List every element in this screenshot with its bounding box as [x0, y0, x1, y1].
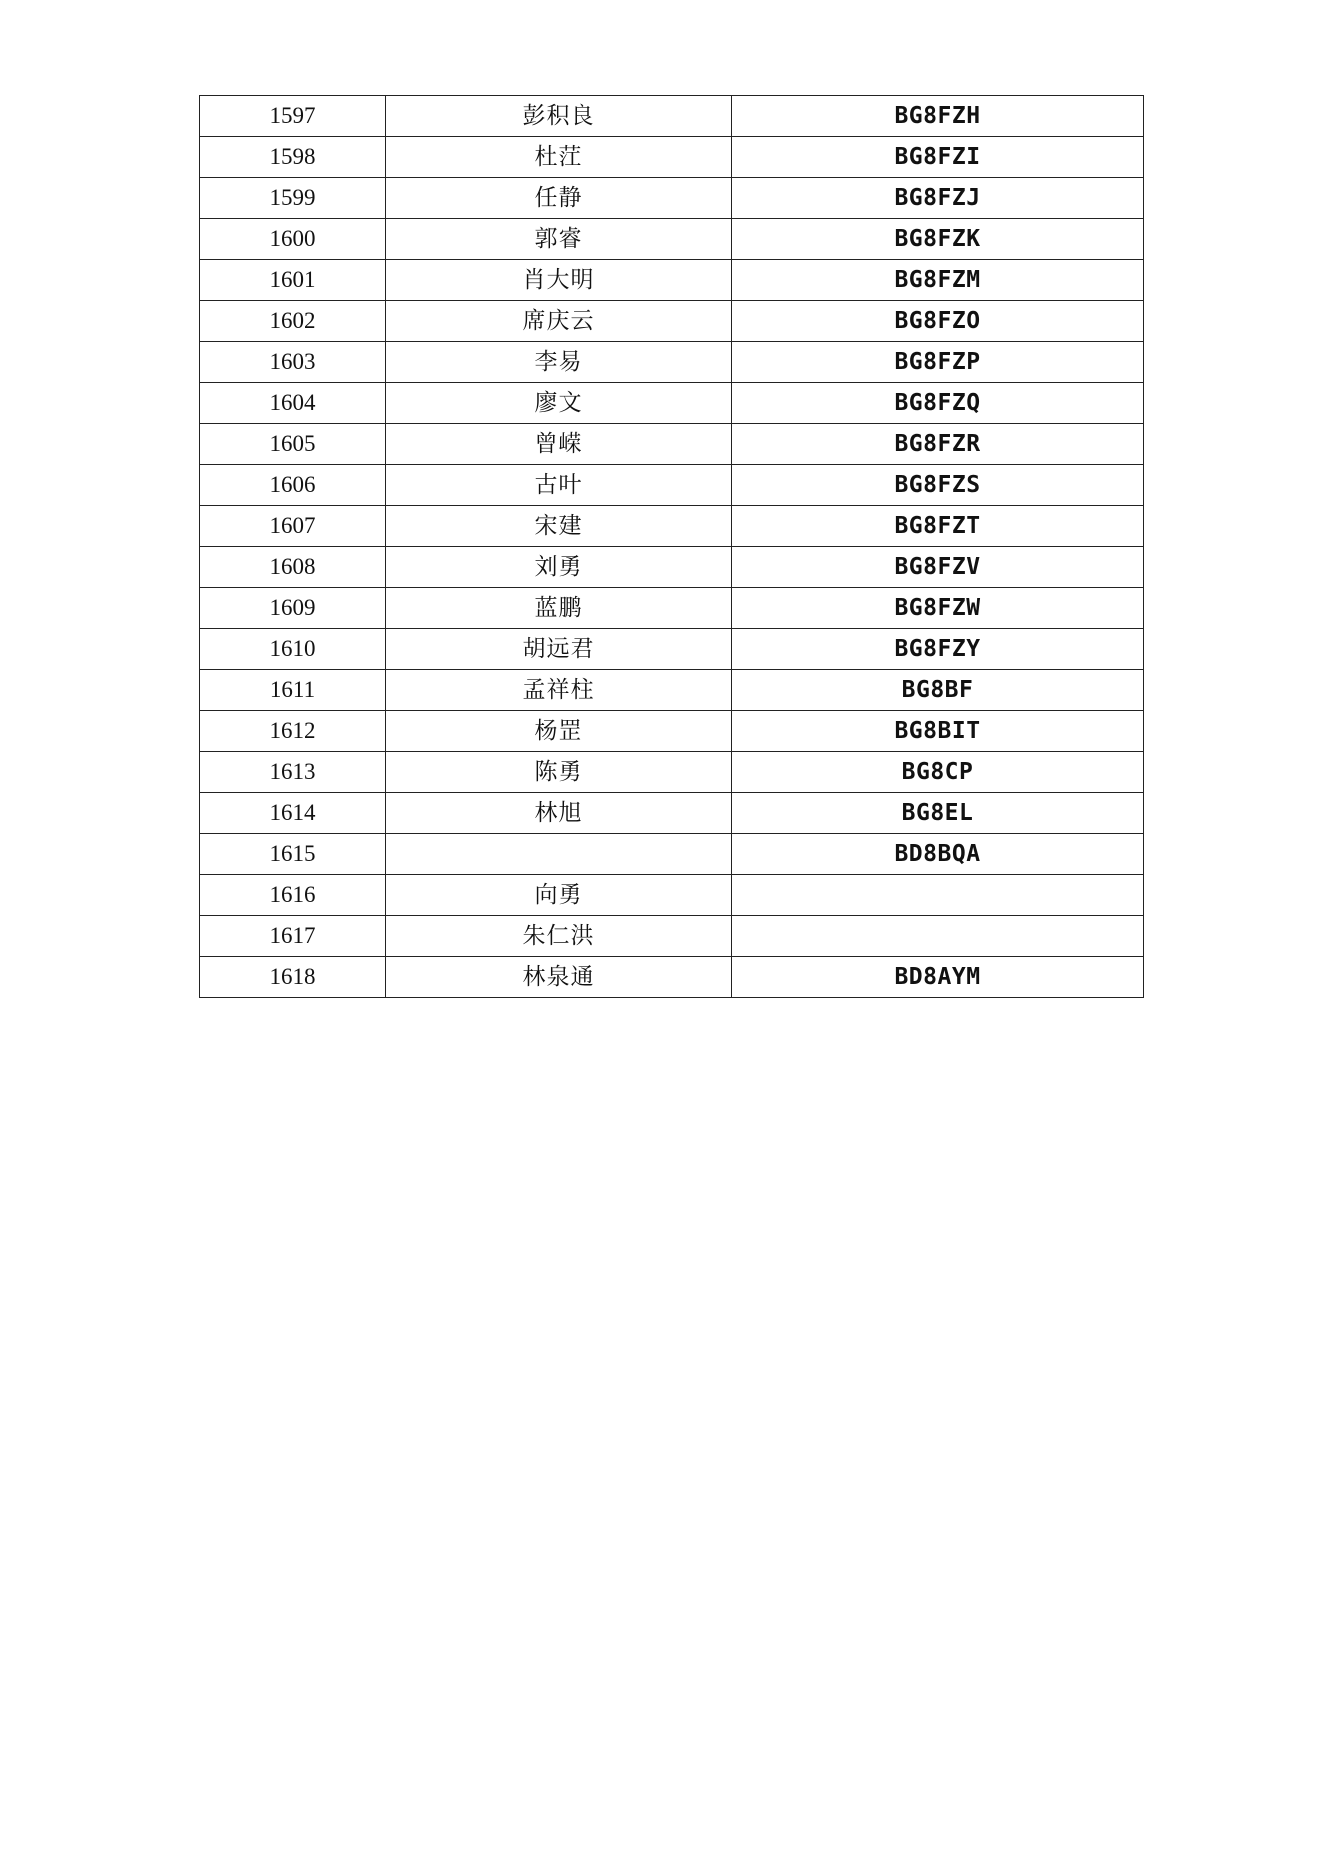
row-number: 1617 [200, 916, 386, 957]
callsign: BG8FZW [732, 588, 1144, 629]
member-name: 孟祥柱 [386, 670, 732, 711]
member-name: 郭睿 [386, 219, 732, 260]
callsign: BG8FZK [732, 219, 1144, 260]
table-row [200, 506, 1144, 547]
roster-table [199, 95, 1144, 998]
member-name: 林旭 [386, 793, 732, 834]
row-number: 1606 [200, 465, 386, 506]
callsign: BG8FZH [732, 96, 1144, 137]
member-name: 林泉通 [386, 957, 732, 998]
table-row [200, 711, 1144, 752]
callsign: BG8FZO [732, 301, 1144, 342]
callsign: BG8FZV [732, 547, 1144, 588]
row-number: 1611 [200, 670, 386, 711]
table-row [200, 465, 1144, 506]
table-row [200, 424, 1144, 465]
row-number: 1600 [200, 219, 386, 260]
row-number: 1609 [200, 588, 386, 629]
callsign: BG8EL [732, 793, 1144, 834]
table-row [200, 219, 1144, 260]
row-number: 1613 [200, 752, 386, 793]
member-name: 陈勇 [386, 752, 732, 793]
table-row [200, 342, 1144, 383]
callsign: BG8BF [732, 670, 1144, 711]
table-row [200, 629, 1144, 670]
row-number: 1616 [200, 875, 386, 916]
member-name: 廖文 [386, 383, 732, 424]
row-number: 1607 [200, 506, 386, 547]
member-name: 席庆云 [386, 301, 732, 342]
row-number: 1604 [200, 383, 386, 424]
member-name [386, 834, 732, 875]
member-name: 刘勇 [386, 547, 732, 588]
table-row [200, 752, 1144, 793]
member-name: 古叶 [386, 465, 732, 506]
table-row [200, 260, 1144, 301]
callsign: BG8FZT [732, 506, 1144, 547]
row-number: 1618 [200, 957, 386, 998]
member-name: 宋建 [386, 506, 732, 547]
callsign: BG8FZS [732, 465, 1144, 506]
row-number: 1598 [200, 137, 386, 178]
callsign: BG8CP [732, 752, 1144, 793]
row-number: 1608 [200, 547, 386, 588]
callsign: BG8FZP [732, 342, 1144, 383]
member-name: 杨罡 [386, 711, 732, 752]
member-name: 胡远君 [386, 629, 732, 670]
table-row [200, 178, 1144, 219]
callsign: BD8BQA [732, 834, 1144, 875]
row-number: 1601 [200, 260, 386, 301]
table-row [200, 793, 1144, 834]
callsign: BG8FZJ [732, 178, 1144, 219]
row-number: 1612 [200, 711, 386, 752]
row-number: 1610 [200, 629, 386, 670]
callsign: BG8FZQ [732, 383, 1144, 424]
member-name: 任静 [386, 178, 732, 219]
callsign: BD8AYM [732, 957, 1144, 998]
table-row [200, 547, 1144, 588]
member-name: 向勇 [386, 875, 732, 916]
table-row [200, 875, 1144, 916]
table-row [200, 383, 1144, 424]
callsign [732, 916, 1144, 957]
table-row [200, 916, 1144, 957]
table-row [200, 137, 1144, 178]
member-name: 杜茳 [386, 137, 732, 178]
callsign: BG8FZM [732, 260, 1144, 301]
table-row [200, 96, 1144, 137]
member-name: 彭积良 [386, 96, 732, 137]
row-number: 1599 [200, 178, 386, 219]
table-row [200, 670, 1144, 711]
table-row [200, 834, 1144, 875]
member-name: 李易 [386, 342, 732, 383]
member-name: 朱仁洪 [386, 916, 732, 957]
row-number: 1614 [200, 793, 386, 834]
roster-table-body [200, 96, 1144, 998]
member-name: 蓝鹏 [386, 588, 732, 629]
row-number: 1602 [200, 301, 386, 342]
callsign: BG8FZR [732, 424, 1144, 465]
member-name: 曾嵘 [386, 424, 732, 465]
row-number: 1615 [200, 834, 386, 875]
member-name: 肖大明 [386, 260, 732, 301]
table-row [200, 957, 1144, 998]
row-number: 1603 [200, 342, 386, 383]
row-number: 1597 [200, 96, 386, 137]
row-number: 1605 [200, 424, 386, 465]
callsign [732, 875, 1144, 916]
table-row [200, 301, 1144, 342]
callsign: BG8FZY [732, 629, 1144, 670]
callsign: BG8FZI [732, 137, 1144, 178]
table-row [200, 588, 1144, 629]
callsign: BG8BIT [732, 711, 1144, 752]
